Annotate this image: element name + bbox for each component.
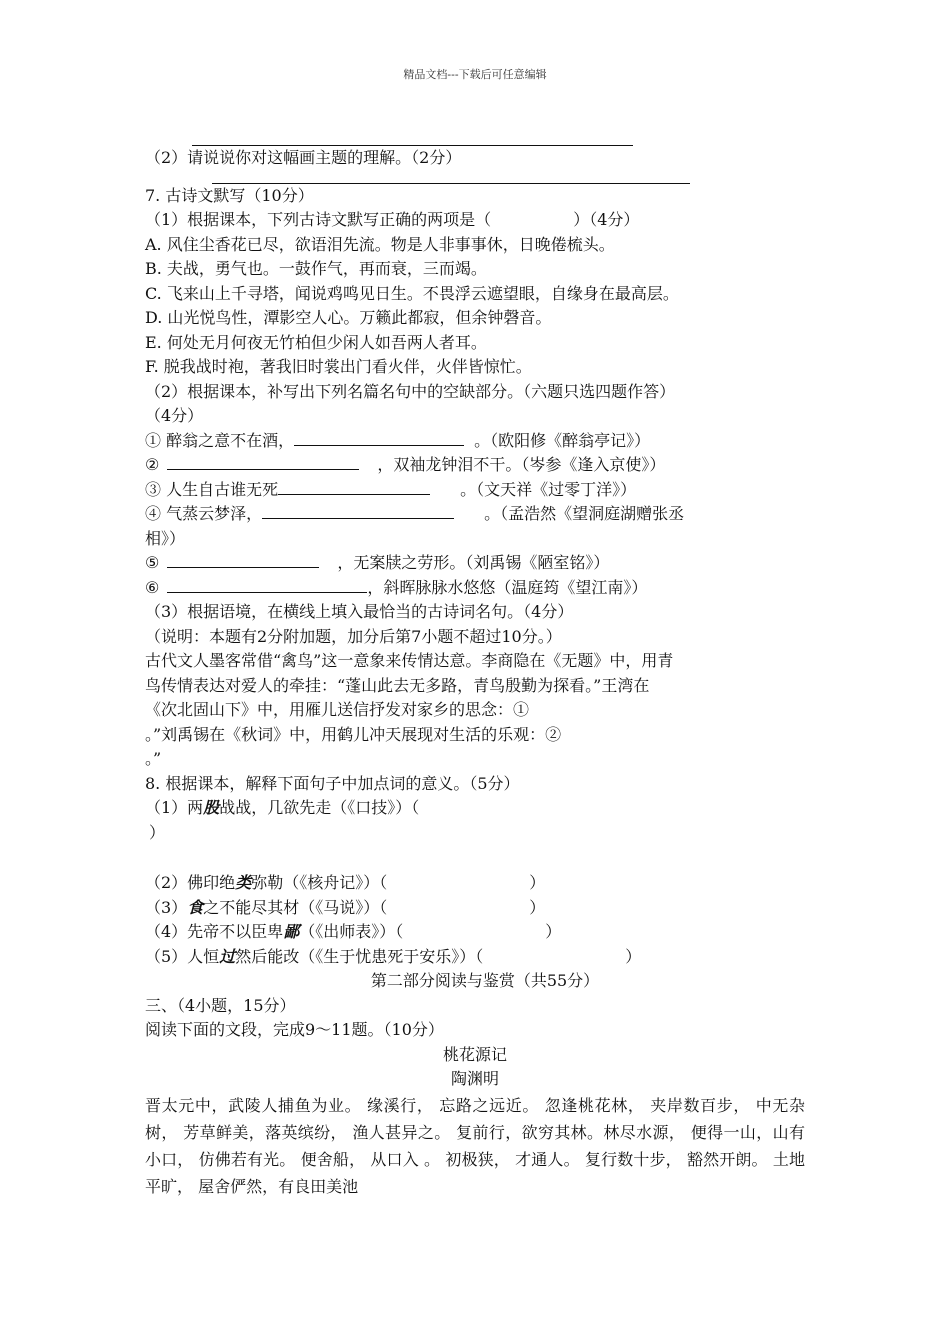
- document-body: [145, 136, 825, 1200]
- q6-part2: （2）请说说你对这幅画主题的理解。（2分）: [145, 148, 462, 167]
- fill-blank[interactable]: [167, 553, 319, 568]
- fill-blank[interactable]: [167, 578, 367, 593]
- fill-blank[interactable]: [262, 504, 454, 519]
- section3-heading: 三、（4小题，15分）: [145, 995, 296, 1015]
- context-line-4: 。”刘禹锡在《秋词》中，用鹤儿冲天展现对生活的乐观：②: [145, 724, 562, 744]
- option-c: C. 飞来山上千寻塔，闻说鸡鸣见日生。不畏浮云遮望眼，自缘身在最高层。: [145, 283, 679, 303]
- q7-part3-note: （说明：本题有2分附加题，加分后第7小题不超过10分。）: [145, 626, 562, 646]
- answer-line: [212, 171, 690, 184]
- fill-blank[interactable]: [294, 431, 464, 446]
- blank-item-3: ③ 人生自古谁无死 。（文天祥《过零丁洋》）: [145, 479, 637, 499]
- option-a: A. 风住尘香花已尽，欲语泪先流。物是人非事事休，日晚倦梳头。: [145, 234, 615, 254]
- q8-item-1-cont: ）: [149, 822, 166, 842]
- blank-item-6: ⑥ ，斜晖脉脉水悠悠（温庭筠《望江南》）: [145, 577, 648, 597]
- blank-item-1: ① 醉翁之意不在酒， 。（欧阳修《醉翁亭记》）: [145, 430, 651, 450]
- context-line-3: 《次北固山下》中，用雁儿送信抒发对家乡的思念：①: [145, 700, 530, 719]
- page-header: 精品文档---下载后可任意编辑: [403, 68, 547, 81]
- context-line-5: 。”: [145, 749, 162, 768]
- answer-line: [192, 136, 633, 146]
- q7-part2: （2）根据课本，补写出下列名篇名句中的空缺部分。（六题只选四题作答）: [145, 381, 676, 401]
- q7-title: 7. 古诗文默写（10分）: [145, 185, 314, 205]
- fill-blank[interactable]: [278, 480, 430, 495]
- q7-part1: （1）根据课本，下列古诗文默写正确的两项是（ ）（4分）: [145, 210, 640, 229]
- q7-part2-score: （4分）: [145, 406, 204, 425]
- option-f: F. 脱我战时袍，著我旧时裳出门看火伴，火伴皆惊忙。: [145, 357, 532, 376]
- article-title: 桃花源记: [442, 1044, 507, 1064]
- option-d: D. 山光悦鸟性，潭影空人心。万籁此都寂，但余钟磬音。: [145, 308, 552, 327]
- q8-item-5: （5）人恒过然后能改（《生于忧患死于安乐》）（ ）: [145, 946, 642, 966]
- q7-part3: （3）根据语境，在横线上填入最恰当的古诗词名句。（4分）: [145, 602, 574, 621]
- q8-item-2: （2）佛印绝类弥勒（《核舟记》）（ ）: [145, 873, 546, 892]
- q8-item-1: （1）两股战战，几欲先走（《口技》）（: [145, 798, 420, 817]
- context-line-1: 古代文人墨客常借“禽鸟”这一意象来传情达意。李商隐在《无题》中，用青: [145, 651, 674, 670]
- fill-blank[interactable]: [167, 455, 359, 470]
- option-e: E. 何处无月何夜无竹柏但少闲人如吾两人者耳。: [145, 332, 487, 352]
- q8-item-3: （3）食之不能尽其材（《马说》）（ ）: [145, 897, 546, 917]
- q8-title: 8. 根据课本，解释下面句子中加点词的意义。（5分）: [145, 773, 520, 793]
- article-author: 陶渊明: [450, 1069, 499, 1088]
- q8-item-4: （4）先帝不以臣卑鄙（《出师表》）（ ）: [145, 922, 562, 941]
- blank-item-2: ② ，双袖龙钟泪不干。（岑参《逢入京使》）: [145, 455, 666, 474]
- part2-heading: 第二部分阅读与鉴赏（共55分）: [370, 971, 600, 990]
- blank-item-4-cont: 相》）: [145, 528, 186, 548]
- blank-item-4: ④ 气蒸云梦泽， 。（孟浩然《望洞庭湖赠张丞: [145, 504, 685, 523]
- section3-intro: 阅读下面的文段，完成9～11题。（10分）: [145, 1020, 444, 1039]
- option-b: B. 夫战，勇气也。一鼓作气，再而衰，三而竭。: [145, 259, 487, 278]
- blank-item-5: ⑤ ，无案牍之劳形。（刘禹锡《陋室铭》）: [145, 553, 610, 572]
- article-body: 晋太元中，武陵人捕鱼为业。 缘溪行， 忘路之远近。 忽逢桃花林， 夹岸数百步， 中无杂树， 芳草鲜美，落英缤纷， 渔人甚异之。 复前行，欲穷其林。林尽水源， 便得一山，山有小口， 仿佛若有光。 便舍船， 从口入 。 初极狭， 才通人。 复行数十步， 豁然开朗。 土地平旷， 屋舍俨然，有良田美池: [145, 1095, 805, 1196]
- context-line-2: 鸟传情表达对爱人的牵挂：“蓬山此去无多路，青鸟殷勤为探看。”王湾在: [145, 675, 650, 695]
